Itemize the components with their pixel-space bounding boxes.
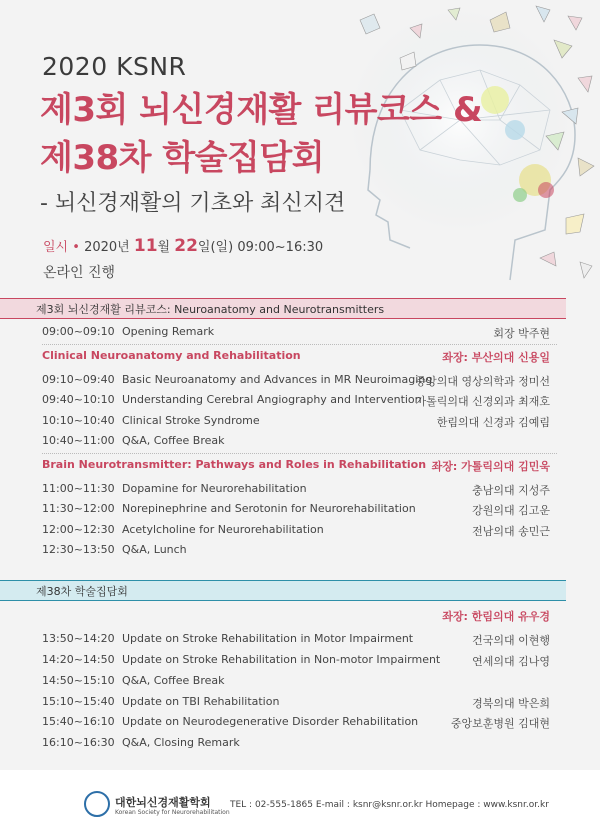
- divider: [42, 344, 557, 345]
- row-title: Q&A, Closing Remark: [122, 736, 240, 749]
- row-time: 14:50~15:10: [42, 674, 115, 687]
- row-title: Opening Remark: [122, 325, 215, 338]
- session-title: Brain Neurotransmitter: Pathways and Roles in Rehabilitation: [42, 458, 427, 471]
- row-title: Dopamine for Neurorehabilitation: [122, 482, 307, 495]
- contact-info: TEL : 02-555-1865 E-mail : ksnr@ksnr.or.kr Homepage : www.ksnr.or.kr: [230, 800, 549, 810]
- row-speaker: 가톨릭의대 신경외과 최재호: [415, 395, 550, 408]
- row-title: Clinical Stroke Syndrome: [122, 414, 260, 427]
- row-time: 13:50~14:20: [42, 632, 115, 645]
- session-title: Clinical Neuroanatomy and Rehabilitation: [42, 349, 301, 362]
- program-row: [42, 674, 550, 690]
- session-header: [42, 608, 550, 624]
- row-speaker: 전남의대 송민근: [472, 525, 550, 538]
- program-row: [42, 414, 550, 430]
- row-time: 10:40~11:00: [42, 434, 115, 447]
- row-title: Update on Neurodegenerative Disorder Rehabilitation: [122, 715, 419, 728]
- row-time: 09:10~09:40: [42, 373, 115, 386]
- program-row: [42, 632, 550, 648]
- program-row: [42, 523, 550, 539]
- date-month-unit: 월: [157, 240, 171, 255]
- row-title: Norepinephrine and Serotonin for Neurorehabilitation: [122, 502, 416, 515]
- row-speaker: 한림의대 신경과 김예림: [436, 416, 550, 429]
- row-speaker: 중앙의대 영상의학과 정미선: [415, 375, 550, 388]
- row-speaker: 건국의대 이현행: [472, 634, 550, 647]
- program-row: [42, 543, 550, 559]
- program-row: [42, 695, 550, 711]
- row-time: 09:40~10:10: [42, 393, 115, 406]
- program-row: [42, 502, 550, 518]
- row-time: 16:10~16:30: [42, 736, 115, 749]
- small-title: 2020 KSNR: [42, 52, 187, 81]
- row-speaker: 회장 박주현: [493, 327, 550, 340]
- brain-network-illustration: [340, 0, 600, 290]
- subtitle: - 뇌신경재활의 기초와 최신지견: [40, 191, 346, 216]
- row-speaker: 경북의대 박은희: [472, 697, 550, 710]
- society-logo-icon: [84, 791, 110, 817]
- section2-title-bar: 제38차 학술집담회: [0, 580, 566, 601]
- row-time: 11:30~12:00: [42, 502, 115, 515]
- session-chair: 좌장: 한림의대 유우경: [442, 610, 550, 623]
- program-row: [42, 434, 550, 450]
- date-label: 일시 •: [43, 240, 80, 255]
- program-row: [42, 393, 550, 409]
- session-chair: 좌장: 가톨릭의대 김민욱: [431, 460, 550, 473]
- row-title: Understanding Cerebral Angiography and Intervention: [122, 393, 422, 406]
- row-speaker: 충남의대 지성주: [472, 484, 550, 497]
- date-day: 22: [174, 236, 198, 256]
- program-row: [42, 715, 550, 731]
- program-row: [42, 736, 550, 752]
- session-chair: 좌장: 부산의대 신용일: [442, 351, 550, 364]
- row-title: Basic Neuroanatomy and Advances in MR Neuroimaging: [122, 373, 433, 386]
- venue: 온라인 진행: [43, 265, 116, 281]
- row-time: 09:00~09:10: [42, 325, 115, 338]
- program-row: [42, 482, 550, 498]
- program-row: [42, 653, 550, 669]
- main-title-line1: 제3회 뇌신경재활 리뷰코스 &: [40, 90, 483, 130]
- divider: [42, 453, 557, 454]
- row-speaker: 중앙보훈병원 김대현: [450, 717, 550, 730]
- row-time: 10:10~10:40: [42, 414, 115, 427]
- row-time: 15:10~15:40: [42, 695, 115, 708]
- org-name: 대한뇌신경재활학회: [115, 796, 211, 809]
- event-date: [43, 236, 323, 256]
- program-row: [42, 325, 550, 341]
- row-title: Q&A, Coffee Break: [122, 674, 225, 687]
- row-speaker: 강원의대 김고운: [472, 504, 550, 517]
- row-title: Update on Stroke Rehabilitation in Non-motor Impairment: [122, 653, 441, 666]
- date-month: 11: [133, 236, 158, 256]
- row-time: 12:30~13:50: [42, 543, 115, 556]
- session-header: [42, 349, 550, 365]
- org-name-en: Korean Society for Neurorehabilitation: [115, 809, 230, 816]
- row-title: Acetylcholine for Neurorehabilitation: [122, 523, 324, 536]
- program-row: [42, 373, 550, 389]
- date-day-unit: 일(일): [197, 240, 234, 255]
- row-time: 12:00~12:30: [42, 523, 115, 536]
- session-header: [42, 458, 550, 474]
- row-time: 11:00~11:30: [42, 482, 115, 495]
- row-title: Update on Stroke Rehabilitation in Motor Impairment: [122, 632, 414, 645]
- row-speaker: 연세의대 김나영: [472, 655, 550, 668]
- date-year: 2020년: [84, 240, 130, 255]
- row-title: Q&A, Coffee Break: [122, 434, 225, 447]
- date-time: 09:00~16:30: [237, 240, 324, 255]
- main-title-line2: 제38차 학술집담회: [40, 138, 325, 178]
- row-time: 14:20~14:50: [42, 653, 115, 666]
- section1-title-bar: 제3회 뇌신경재활 리뷰코스: Neuroanatomy and Neurotransmitters: [0, 298, 566, 319]
- row-title: Update on TBI Rehabilitation: [122, 695, 280, 708]
- row-time: 15:40~16:10: [42, 715, 115, 728]
- row-title: Q&A, Lunch: [122, 543, 187, 556]
